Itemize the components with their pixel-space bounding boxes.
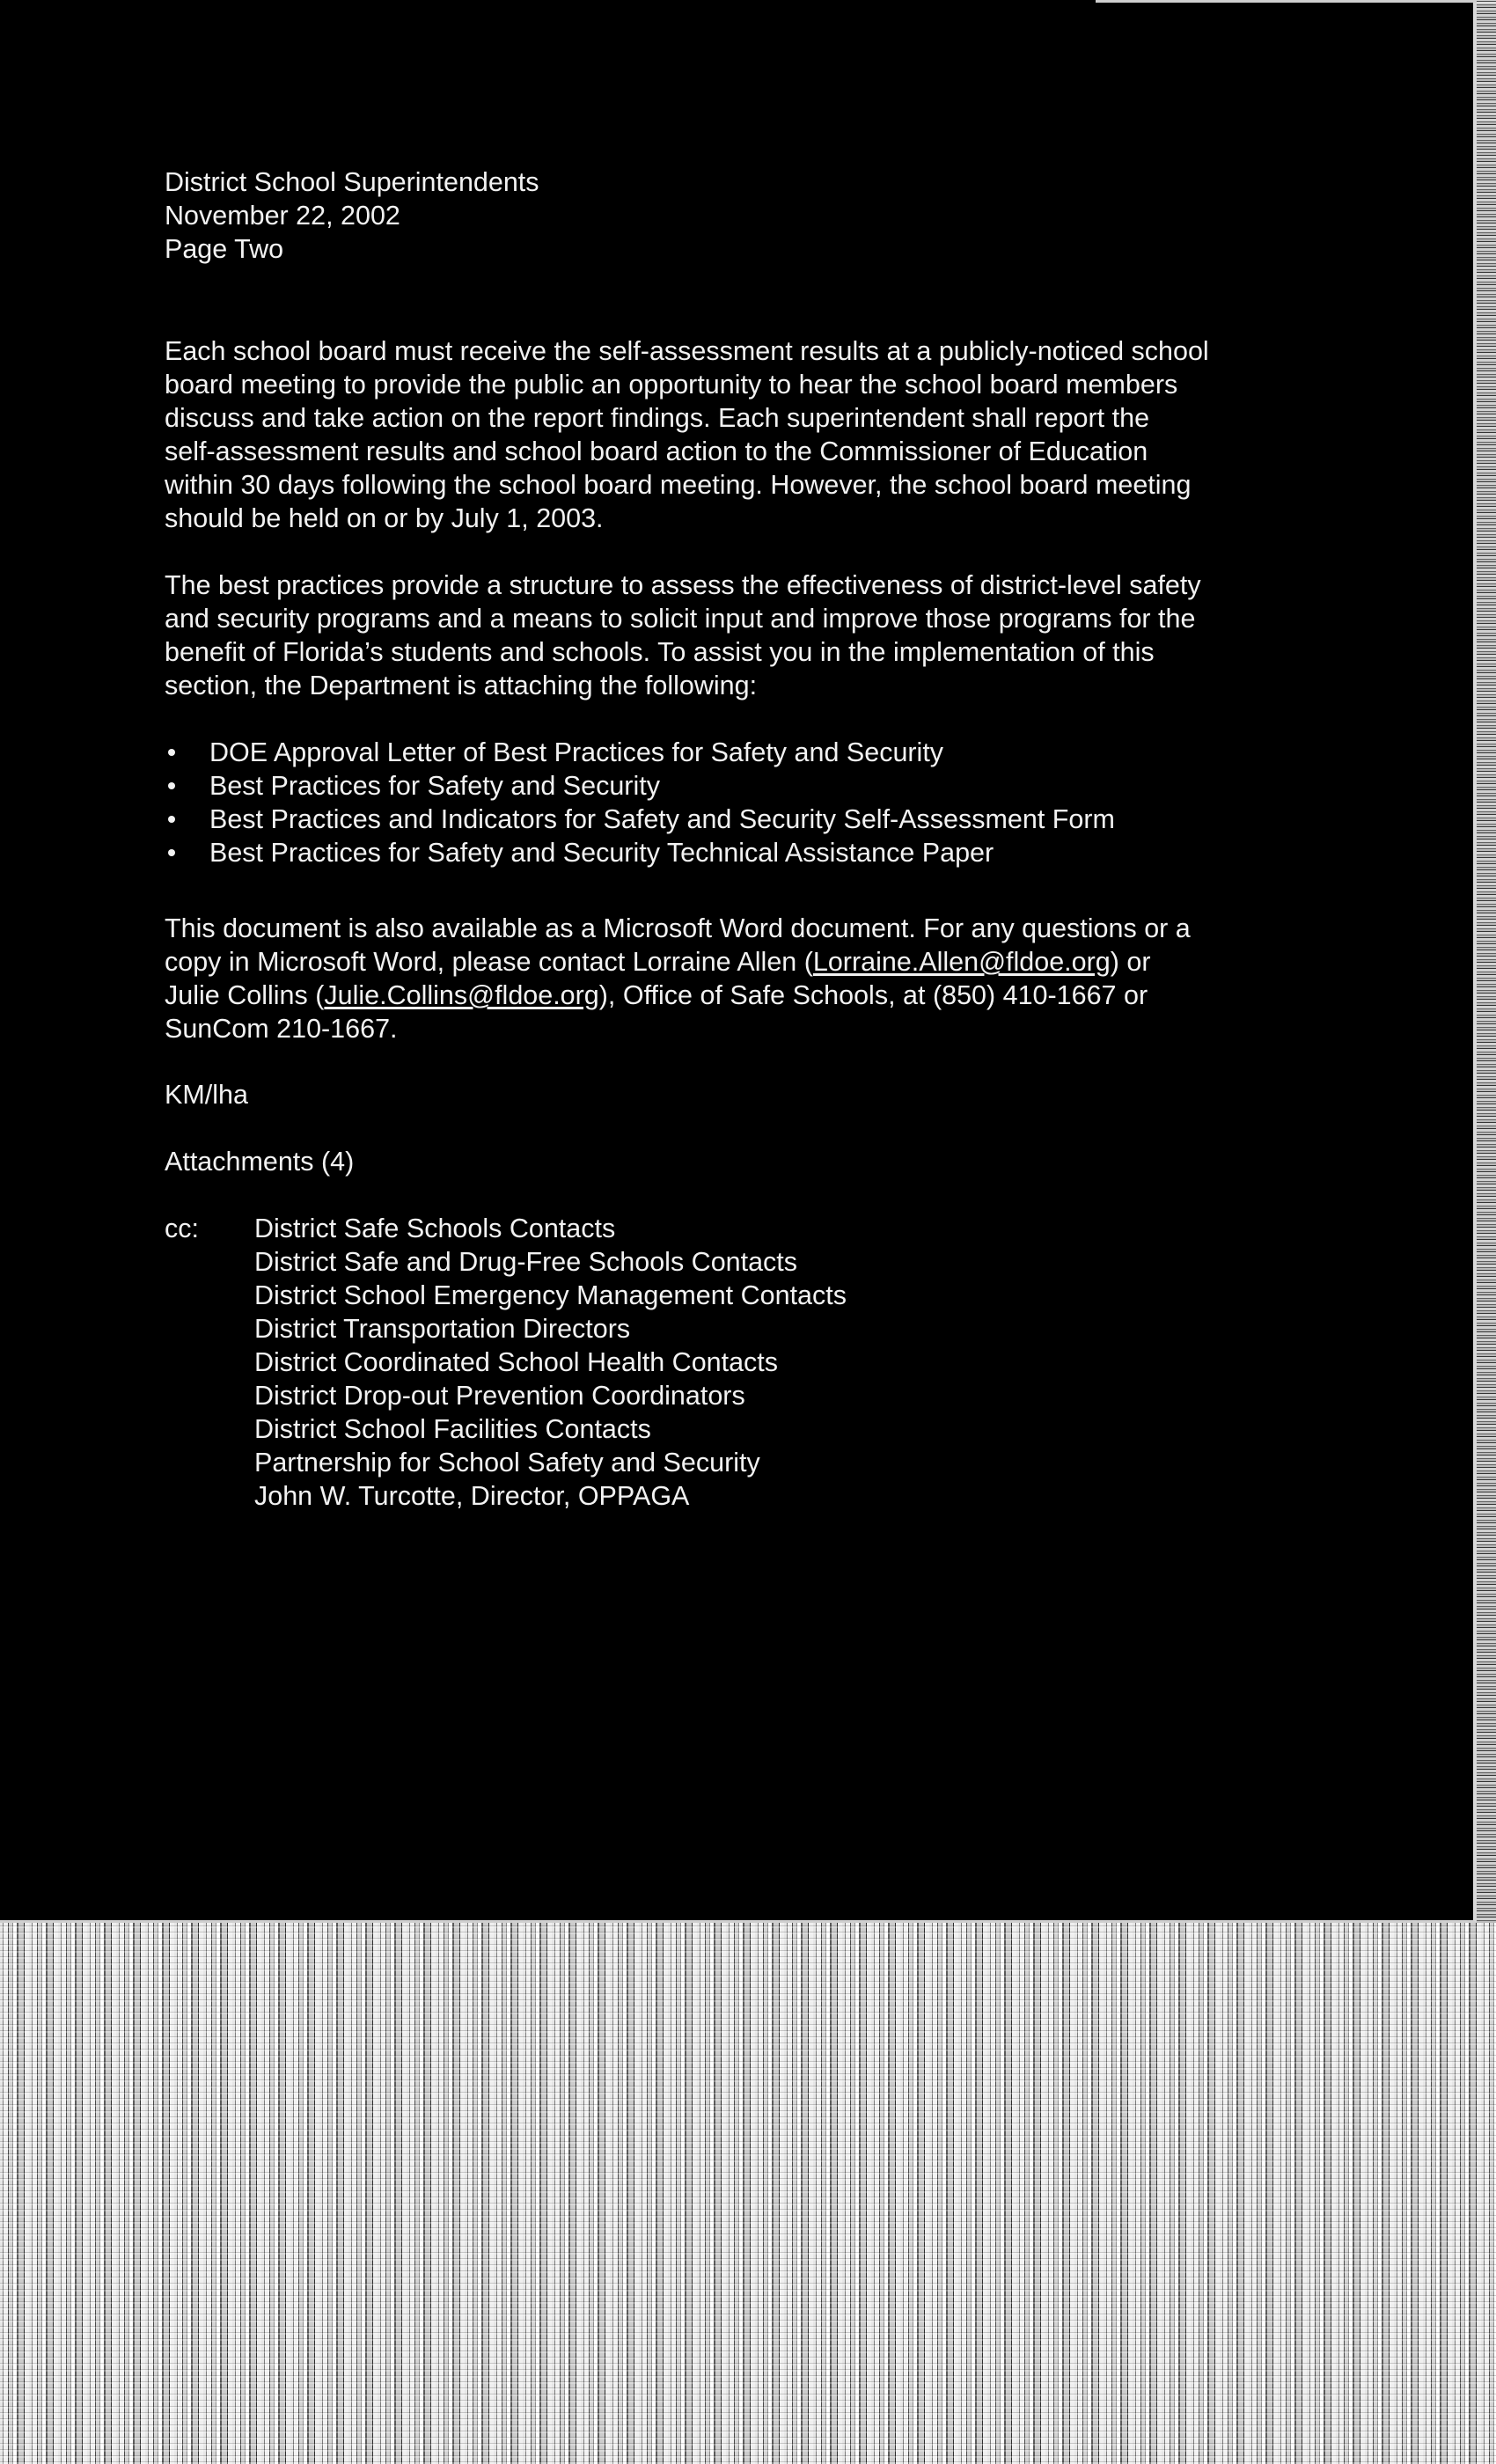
list-item: Best Practices for Safety and Security <box>165 769 1115 803</box>
paragraph-best-practices <box>165 568 1201 702</box>
cc-recipient: John W. Turcotte, Director, OPPAGA <box>254 1481 690 1511</box>
cc-recipient: District Coordinated School Health Contacts <box>254 1347 779 1377</box>
paragraph-contact <box>165 912 1191 1045</box>
cc-recipient: District Drop-out Prevention Coordinators <box>254 1381 745 1411</box>
typist-initials: KM/lha <box>165 1080 248 1110</box>
paragraph-line: discuss and take action on the report findings. Each superintendent shall report the <box>165 403 1150 433</box>
scan-bottom-noise <box>0 1923 1496 2464</box>
paragraph-line: benefit of Florida’s students and schools. To assist you in the implementation of this <box>165 637 1155 667</box>
list-item: Best Practices for Safety and Security Technical Assistance Paper <box>165 836 1115 869</box>
cc-recipient: District Safe Schools Contacts <box>254 1214 616 1243</box>
cc-recipient: District School Emergency Management Contacts <box>254 1280 847 1310</box>
paragraph-line <box>165 945 1191 979</box>
email-link-julie-collins[interactable]: Julie.Collins@fldoe.org <box>324 980 599 1010</box>
header-date: November 22, 2002 <box>165 201 400 231</box>
cc-recipient: District Transportation Directors <box>254 1314 631 1344</box>
contact-text: copy in Microsoft Word, please contact Lorraine Allen ( <box>165 947 813 977</box>
cc-label: cc: <box>165 1214 199 1243</box>
email-link-lorraine-allen[interactable]: Lorraine.Allen@fldoe.org <box>812 947 1111 977</box>
cc-recipient: District Safe and Drug-Free Schools Contacts <box>254 1247 798 1277</box>
paragraph-line: section, the Department is attaching the following: <box>165 671 758 700</box>
header-recipient: District School Superintendents <box>165 167 539 197</box>
paragraph-line: Each school board must receive the self-assessment results at a publicly-noticed school <box>165 336 1209 366</box>
attachments-count: Attachments (4) <box>165 1147 355 1177</box>
list-item: DOE Approval Letter of Best Practices for Safety and Security <box>165 736 1115 769</box>
paragraph-line: within 30 days following the school board meeting. However, the school board meeting <box>165 470 1192 500</box>
contact-text: Julie Collins ( <box>165 980 325 1010</box>
paragraph-line: and security programs and a means to solicit input and improve those programs for the <box>165 604 1196 634</box>
paragraph-line: This document is also available as a Microsoft Word document. For any questions or a <box>165 913 1191 943</box>
letter-header <box>165 165 539 266</box>
paragraph-line: should be held on or by July 1, 2003. <box>165 503 604 533</box>
paragraph-line: SunCom 210-1667. <box>165 1014 398 1044</box>
list-item: Best Practices and Indicators for Safety and Security Self-Assessment Form <box>165 803 1115 836</box>
header-page-number: Page Two <box>165 234 284 264</box>
attachments-bullet-list <box>165 736 1115 869</box>
contact-text: ), Office of Safe Schools, at (850) 410-1667 or <box>598 980 1148 1010</box>
scan-top-edge <box>1096 0 1496 3</box>
scan-right-edge-noise <box>1477 0 1496 1923</box>
contact-text: ) or <box>1110 947 1151 977</box>
paragraph-line <box>165 979 1191 1012</box>
paragraph-line: self-assessment results and school board action to the Commissioner of Education <box>165 436 1148 466</box>
cc-recipient-list <box>254 1212 847 1513</box>
cc-recipient: District School Facilities Contacts <box>254 1414 651 1444</box>
paragraph-line: The best practices provide a structure to assess the effectiveness of district-level safety <box>165 570 1201 600</box>
paragraph-line: board meeting to provide the public an opportunity to hear the school board members <box>165 370 1178 400</box>
paragraph-board-meeting <box>165 334 1209 535</box>
cc-recipient: Partnership for School Safety and Security <box>254 1448 760 1478</box>
